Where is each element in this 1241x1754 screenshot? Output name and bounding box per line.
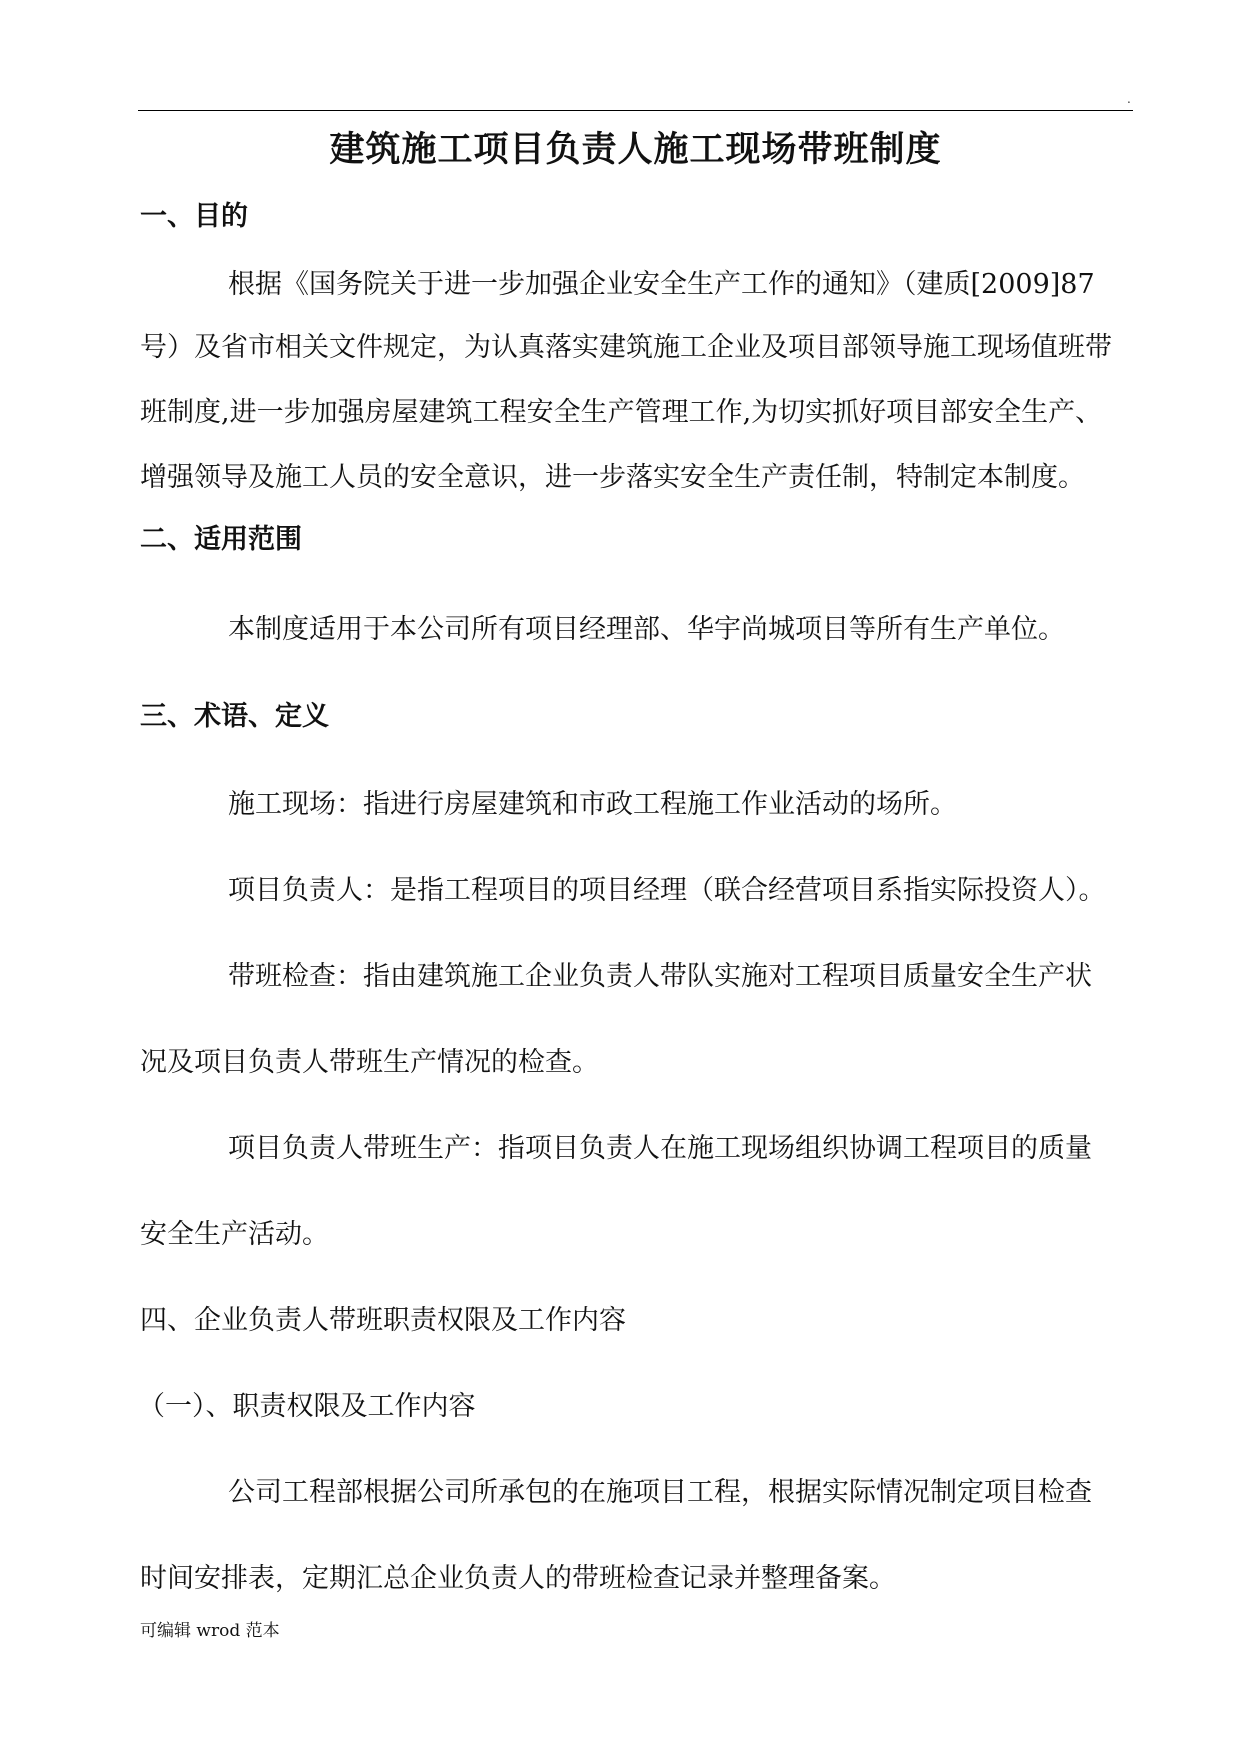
definition-line: 项目负责人带班生产：指项目负责人在施工现场组织协调工程项目的质量 <box>228 1133 1092 1164</box>
section-heading-scope: 二、适用范围 <box>140 524 302 555</box>
paragraph-line: 增强领导及施工人员的安全意识，进一步落实安全生产责任制，特制定本制度。 <box>140 462 1085 493</box>
paragraph-line: 本制度适用于本公司所有项目经理部、华宇尚城项目等所有生产单位。 <box>228 614 1065 645</box>
paragraph-line: 号）及省市相关文件规定，为认真落实建筑施工企业及项目部领导施工现场值班带 <box>140 332 1112 363</box>
header-rule <box>138 110 1133 111</box>
paragraph-line: 班制度,进一步加强房屋建筑工程安全生产管理工作,为切实抓好项目部安全生产、 <box>140 397 1103 428</box>
definition-line: 安全生产活动。 <box>140 1219 329 1250</box>
paragraph-line: 公司工程部根据公司所承包的在施项目工程，根据实际情况制定项目检查 <box>228 1477 1092 1508</box>
paragraph-line: 时间安排表，定期汇总企业负责人的带班检查记录并整理备案。 <box>140 1563 896 1594</box>
section-heading-responsibilities: 四、企业负责人带班职责权限及工作内容 <box>140 1305 626 1336</box>
definition-line: 况及项目负责人带班生产情况的检查。 <box>140 1047 599 1078</box>
header-mark: . <box>1127 92 1131 106</box>
footer-text: 可编辑 wrod 范本 <box>140 1621 280 1641</box>
paragraph-line: 根据《国务院关于进一步加强企业安全生产工作的通知》（建质[2009]87 <box>228 269 1095 300</box>
section-heading-purpose: 一、目的 <box>140 201 248 232</box>
definition-line: 带班检查：指由建筑施工企业负责人带队实施对工程项目质量安全生产状 <box>228 961 1092 992</box>
document-title: 建筑施工项目负责人施工现场带班制度 <box>329 129 942 170</box>
definition-line: 施工现场：指进行房屋建筑和市政工程施工作业活动的场所。 <box>228 789 957 820</box>
section-heading-definitions: 三、术语、定义 <box>140 701 329 732</box>
definition-line: 项目负责人：是指工程项目的项目经理（联合经营项目系指实际投资人）。 <box>228 875 1106 906</box>
subsection-heading: （一）、职责权限及工作内容 <box>138 1391 476 1422</box>
